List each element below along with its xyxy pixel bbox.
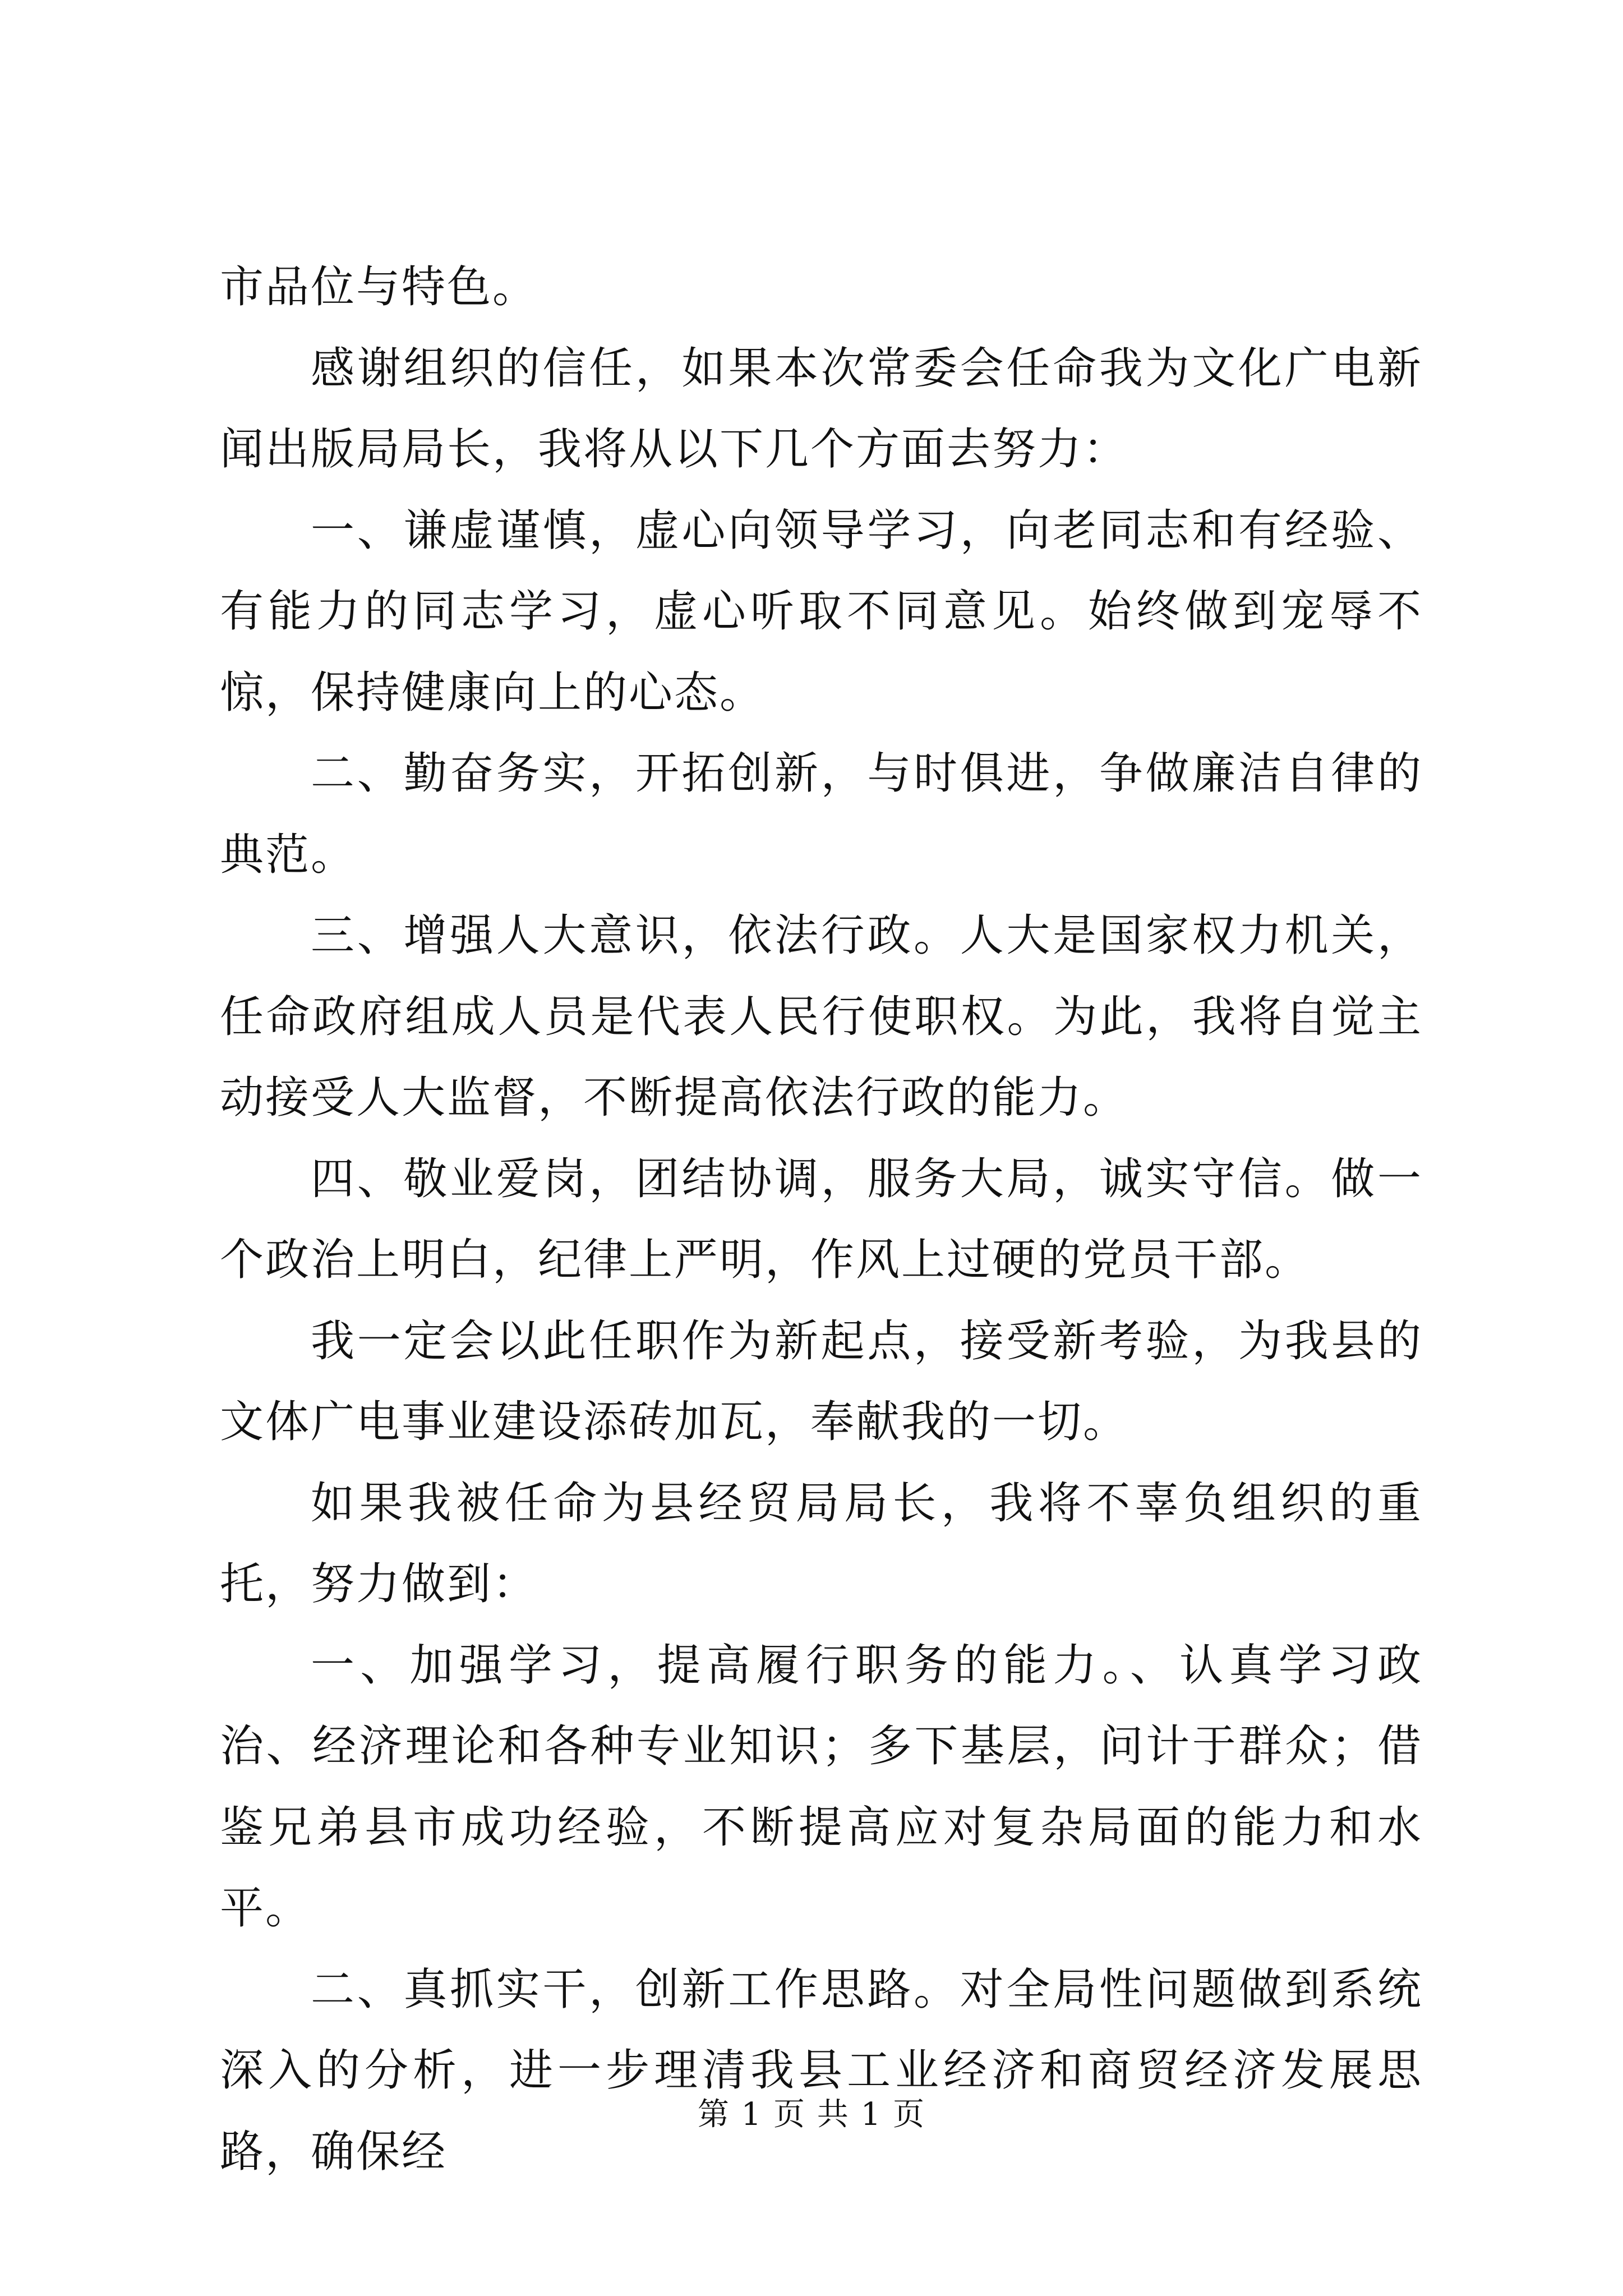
paragraph-1: 市品位与特色。	[220, 262, 538, 312]
paragraph-2: 感谢组织的信任，如果本次常委会任命我为文化广电新闻出版局局长，我将从以下几个方面去努力：	[220, 343, 1423, 475]
paragraph-7: 我一定会以此任职作为新起点，接受新考验，为我县的文体广电事业建设添砖加瓦，奉献我的一切。	[220, 1315, 1423, 1447]
paragraph-5: 三、增强人大意识，依法行政。人大是国家权力机关，任命政府组成人员是代表人民行使职权。为此，我将自觉主动接受人大监督，不断提高依法行政的能力。	[220, 910, 1423, 1123]
paragraph-8: 如果我被任命为县经贸局局长，我将不辜负组织的重托，努力做到：	[220, 1478, 1423, 1609]
page-number-label: 第 1 页 共 1 页	[697, 2096, 926, 2133]
document-body	[220, 247, 1423, 2192]
paragraph-10: 二、真抓实干，创新工作思路。对全局性问题做到系统深入的分析，进一步理清我县工业经济和商贸经济发展思路，确保经	[220, 1964, 1423, 2177]
page-footer	[0, 2095, 1623, 2134]
paragraph-6: 四、敬业爱岗，团结协调，服务大局，诚实守信。做一个政治上明白，纪律上严明，作风上过硬的党员干部。	[220, 1153, 1423, 1285]
paragraph-4: 二、勤奋务实，开拓创新，与时俱进，争做廉洁自律的典范。	[220, 748, 1423, 880]
paragraph-3: 一、谦虚谨慎，虚心向领导学习，向老同志和有经验、有能力的同志学习，虚心听取不同意见。始终做到宠辱不惊，保持健康向上的心态。	[220, 505, 1423, 718]
paragraph-9: 一、加强学习，提高履行职务的能力。、认真学习政治、经济理论和各种专业知识；多下基层，问计于群众；借鉴兄弟县市成功经验，不断提高应对复杂局面的能力和水平。	[220, 1640, 1423, 1934]
